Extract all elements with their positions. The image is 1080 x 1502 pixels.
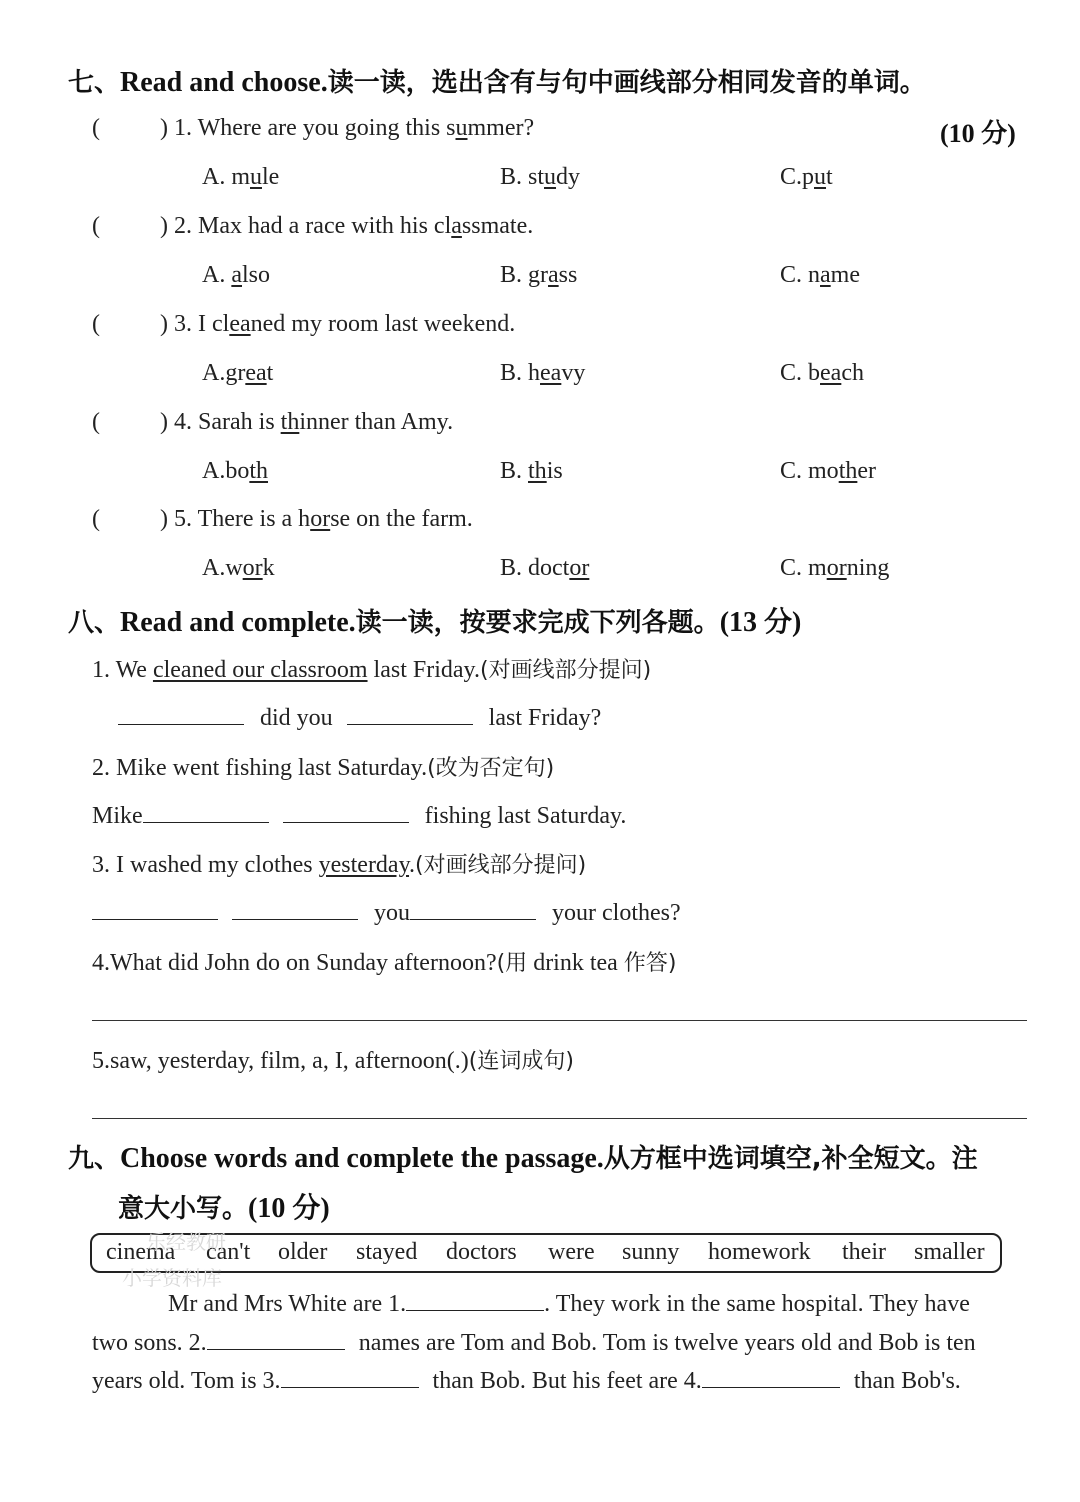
- option-b[interactable]: [500, 164, 580, 191]
- passage-blank-1[interactable]: [406, 1288, 544, 1311]
- section7-score: (10 分): [940, 119, 1016, 148]
- option-underlined: ea: [820, 360, 842, 386]
- option-underlined: th: [249, 458, 269, 484]
- question-underlined: a: [451, 213, 462, 239]
- question-text-end: ned my room last weekend.: [250, 311, 516, 337]
- option-underlined: u: [250, 164, 262, 190]
- word-bank-box: [90, 1233, 1002, 1273]
- option-underlined: or: [242, 555, 263, 581]
- s8-q3-instruction: (对画线部分提问): [415, 853, 587, 878]
- s8-q1-text: 1. We: [92, 657, 153, 683]
- word-bank-item[interactable]: stayed: [356, 1239, 418, 1265]
- question-text-end: se on the farm.: [330, 506, 473, 532]
- option-text-end: ss: [558, 262, 578, 288]
- question-number: ) 5.: [160, 506, 198, 532]
- question-text-end: ssmate.: [461, 213, 534, 239]
- s8-q3-answer: [92, 897, 681, 927]
- s8-q1-underlined: cleaned our classroom: [152, 657, 368, 683]
- s8-q1-answer-end: last Friday?: [488, 705, 602, 731]
- question-row: [92, 213, 533, 240]
- section9-title-cn-cont: 意大小写。: [118, 1194, 249, 1224]
- s8-q5-instruction: (连词成句): [468, 1049, 574, 1074]
- section8-heading: [68, 600, 801, 640]
- section8-score: (13 分): [719, 607, 802, 638]
- s8-q1-blank-2[interactable]: [347, 702, 473, 725]
- option-c[interactable]: [780, 555, 889, 582]
- option-text: A.w: [202, 555, 243, 581]
- option-text: C. m: [780, 555, 827, 581]
- s8-q2: [92, 751, 554, 782]
- option-underlined: a: [820, 262, 831, 288]
- option-b[interactable]: [500, 458, 563, 485]
- passage-text: two sons. 2.: [92, 1330, 207, 1356]
- section9-score: (10 分): [248, 1193, 330, 1224]
- option-c[interactable]: [780, 262, 860, 289]
- question-text: Max had a race with his cl: [198, 213, 452, 239]
- answer-bracket[interactable]: (: [92, 409, 100, 435]
- question-number: ) 2.: [160, 213, 198, 239]
- s8-q3: [92, 848, 586, 879]
- passage-text: than Bob. But his feet are 4.: [432, 1368, 702, 1394]
- option-text: C. b: [780, 360, 821, 386]
- s8-q3-blank-1[interactable]: [92, 897, 218, 920]
- question-text: Where are you going this s: [197, 115, 456, 141]
- option-text-end: dy: [556, 164, 581, 190]
- question-row: [92, 115, 534, 142]
- section7-title-cn: 读一读，选出含有与句中画线部分相同发音的单词。: [327, 68, 926, 98]
- question-underlined: u: [455, 115, 468, 141]
- option-a[interactable]: [202, 458, 268, 485]
- s8-q3-blank-3[interactable]: [410, 897, 536, 920]
- word-bank-item[interactable]: cinema: [106, 1239, 176, 1265]
- section9-heading-cont: [118, 1186, 330, 1226]
- option-text: A.: [202, 262, 232, 288]
- passage-text: than Bob's.: [853, 1368, 961, 1394]
- question-number: ) 4.: [160, 409, 198, 435]
- option-underlined: or: [569, 555, 590, 581]
- option-text: C. mo: [780, 458, 839, 484]
- s8-q4-instruction-end: 作答): [623, 951, 677, 976]
- s8-q4: [92, 946, 676, 977]
- passage-blank-4[interactable]: [702, 1365, 840, 1388]
- word-bank-item[interactable]: can't: [206, 1239, 251, 1265]
- question-row: [92, 409, 453, 436]
- s8-q5-text: 5.saw, yesterday, film, a, I, afternoon(.): [92, 1048, 469, 1074]
- section9-title-en: Choose words and complete the passage.: [120, 1143, 604, 1174]
- option-a[interactable]: [202, 555, 275, 582]
- question-number: ) 3.: [160, 311, 198, 337]
- option-text: C. n: [780, 262, 821, 288]
- s8-q5-answer-line[interactable]: [92, 1118, 1027, 1119]
- passage-text: names are Tom and Bob. Tom is twelve years old and Bob is ten: [358, 1330, 976, 1356]
- option-underlined: a: [231, 262, 242, 288]
- s8-q3-text: 3. I washed my clothes: [92, 852, 319, 878]
- option-underlined: u: [544, 164, 557, 190]
- option-text-end: er: [857, 458, 877, 484]
- s8-q3-underlined: yesterday: [318, 852, 410, 878]
- passage-blank-2[interactable]: [207, 1327, 345, 1350]
- s8-q2-answer-end: fishing last Saturday.: [424, 803, 627, 829]
- s8-q4-answer-line[interactable]: [92, 1020, 1027, 1021]
- option-text: B. gr: [500, 262, 548, 288]
- option-text-end: k: [262, 555, 275, 581]
- word-bank-item[interactable]: older: [278, 1239, 328, 1265]
- option-c[interactable]: [780, 164, 833, 191]
- section9-heading: [68, 1138, 978, 1175]
- option-text-end: me: [830, 262, 860, 288]
- option-underlined: u: [814, 164, 827, 190]
- word-bank-item[interactable]: were: [548, 1239, 595, 1265]
- s8-q1-instruction: (对画线部分提问): [479, 658, 652, 683]
- option-b[interactable]: [500, 360, 585, 387]
- section9-title-cn: 从方框中选词填空,补全短文。注: [603, 1144, 978, 1174]
- option-a[interactable]: [202, 360, 273, 387]
- option-c[interactable]: [780, 360, 864, 387]
- s8-q2-answer: [92, 800, 626, 830]
- s8-q1-answer: [118, 702, 601, 732]
- question-underlined: or: [310, 506, 331, 532]
- section8-title-en: Read and complete.: [120, 607, 356, 638]
- option-text: B.: [500, 458, 529, 484]
- word-bank-item[interactable]: doctors: [446, 1239, 517, 1265]
- option-text-end: le: [262, 164, 280, 190]
- section9-number: 九、: [68, 1144, 121, 1174]
- option-text-end: t: [266, 360, 274, 386]
- s8-q2-text: 2. Mike went fishing last Saturday.: [92, 755, 428, 781]
- option-text-end: is: [546, 458, 563, 484]
- s8-q4-text: 4.What did John do on Sunday afternoon?: [92, 950, 497, 976]
- question-text: There is a h: [197, 506, 311, 532]
- section7-heading: [68, 62, 926, 99]
- passage-blank-3[interactable]: [281, 1365, 419, 1388]
- word-bank-item[interactable]: their: [842, 1239, 886, 1265]
- option-underlined: ea: [245, 360, 267, 386]
- option-b[interactable]: [500, 555, 589, 582]
- s8-q2-blank-2[interactable]: [283, 800, 409, 823]
- s8-q2-blank-1[interactable]: [143, 800, 269, 823]
- s8-q1-text-end: last Friday.: [367, 657, 480, 683]
- question-text: I cl: [198, 311, 230, 337]
- question-underlined: ea: [229, 311, 251, 337]
- question-text-end: mmer?: [467, 115, 535, 141]
- option-text: B. st: [500, 164, 545, 190]
- option-text-end: ch: [841, 360, 864, 386]
- option-text: A.gr: [202, 360, 246, 386]
- s8-q3-text-end: .: [409, 852, 416, 878]
- option-underlined: th: [838, 458, 858, 484]
- watermark-line-1: 乐经教研: [146, 1230, 226, 1254]
- option-text-end: ning: [846, 555, 890, 581]
- option-text: B. h: [500, 360, 541, 386]
- answer-bracket[interactable]: (: [92, 115, 100, 141]
- question-text-end: inner than Amy.: [299, 409, 454, 435]
- passage-text: Mr and Mrs White are 1.: [168, 1291, 407, 1317]
- s8-q3-answer-end: your clothes?: [552, 900, 681, 926]
- option-text: A. m: [202, 164, 250, 190]
- s8-q5: [92, 1044, 574, 1075]
- s8-q3-blank-2[interactable]: [232, 897, 358, 920]
- option-text-end: t: [826, 164, 833, 190]
- section7-number: 七、: [68, 68, 121, 98]
- option-a[interactable]: [202, 262, 270, 289]
- word-bank-item[interactable]: sunny: [622, 1239, 680, 1265]
- passage-text: . They work in the same hospital. They have: [544, 1291, 970, 1317]
- section7-title-en: Read and choose.: [120, 67, 328, 98]
- option-text-end: lso: [242, 262, 271, 288]
- answer-bracket[interactable]: (: [92, 311, 100, 337]
- s8-q4-instruction-en: drink tea: [527, 950, 624, 976]
- passage-text: years old. Tom is 3.: [92, 1368, 281, 1394]
- question-row: [92, 506, 473, 533]
- word-bank-item[interactable]: smaller: [914, 1239, 985, 1265]
- watermark-line-2: 小学资料库: [122, 1266, 222, 1290]
- option-underlined: ea: [540, 360, 562, 386]
- option-c[interactable]: [780, 458, 876, 485]
- option-underlined: a: [548, 262, 559, 288]
- s8-q1-blank-1[interactable]: [118, 702, 244, 725]
- option-text: C.p: [780, 164, 815, 190]
- s8-q1-answer-text: did you: [260, 705, 333, 731]
- option-text: B. doct: [500, 555, 570, 581]
- question-row: [92, 311, 515, 338]
- question-text: Sarah is: [198, 409, 281, 435]
- question-number: ) 1.: [160, 115, 198, 141]
- section8-number: 八、: [68, 608, 121, 638]
- s8-q2-answer-start: Mike: [92, 803, 143, 829]
- answer-bracket[interactable]: (: [92, 506, 100, 532]
- passage-line-3: [92, 1365, 961, 1395]
- s8-q2-instruction: (改为否定句): [427, 756, 555, 781]
- option-text-end: vy: [561, 360, 586, 386]
- passage-line-2: [92, 1327, 976, 1357]
- option-text: A.bo: [202, 458, 250, 484]
- option-underlined: th: [528, 458, 547, 484]
- s8-q1: [92, 653, 651, 684]
- option-a[interactable]: [202, 164, 279, 191]
- word-bank-item[interactable]: homework: [708, 1239, 811, 1265]
- option-underlined: or: [826, 555, 847, 581]
- s8-q4-instruction-start: (用: [496, 951, 528, 976]
- passage-line-1: [168, 1288, 970, 1318]
- option-b[interactable]: [500, 262, 577, 289]
- section8-title-cn: 读一读，按要求完成下列各题。: [355, 608, 720, 638]
- s8-q3-answer-you: you: [374, 900, 410, 926]
- answer-bracket[interactable]: (: [92, 213, 100, 239]
- question-underlined: th: [280, 409, 300, 435]
